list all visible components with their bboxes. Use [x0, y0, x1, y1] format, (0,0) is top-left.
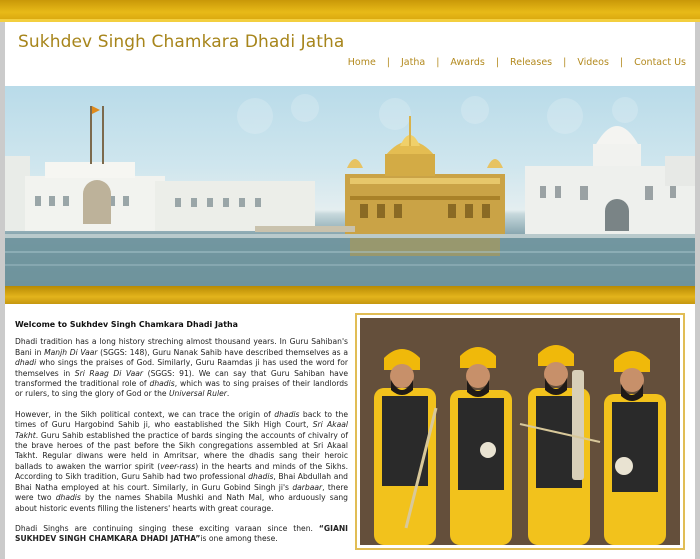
text: . Guru Sahib established the practice of bards singing the accounts of chivalry of the brave heroes of the past before the Sikh congregations assembled at Sri Akaal Takht. Regular diwans were held in Amritsar, where the dhadis sang their heroic ballads to awaken the warrior spirit (: [15, 430, 348, 471]
page: [5, 22, 695, 559]
text-italic: dhadi: [15, 358, 37, 368]
text: .: [226, 389, 230, 399]
header: [5, 22, 695, 84]
main-content: [5, 304, 695, 559]
text: Dhadi tradition has a long history streching almost thousand years. In Guru Sahiban's Bani in: [15, 337, 348, 357]
nav-contact-us[interactable]: Contact Us: [634, 57, 686, 68]
jatha-name-bold: “GIANI SUKHDEV SINGH CHAMKARA DHADI JATHA”: [15, 523, 348, 544]
welcome-heading: Welcome to Sukhdev Singh Chamkara Dhadi Jatha: [15, 320, 238, 329]
nav-separator: |: [619, 57, 624, 68]
group-photo-illustration: [360, 318, 680, 545]
nav-videos[interactable]: Videos: [577, 57, 609, 68]
article: [15, 320, 348, 555]
top-gold-bar: [0, 0, 700, 22]
text-italic: darbaar: [292, 482, 323, 492]
text: , Bhai Abdullah and Bhai Natha employed at his court. Similarly, in Guru Gobind Singh ji's: [15, 472, 348, 492]
text-italic: Universal Ruler: [169, 389, 227, 399]
text-italic: Manjh Di Vaar: [44, 347, 98, 357]
text-italic: Sri Raag Di Vaar: [74, 368, 144, 378]
text: (SGGS: 148), Guru Nanak Sahib have described themselves as a: [97, 347, 348, 357]
text-italic: veer-rass: [160, 461, 196, 471]
text: who sings the praises of God. Similarly, Guru Raamdas ji has used the word for themselves in: [15, 358, 348, 378]
photo-frame: [355, 313, 685, 550]
text-italic: dhadis: [248, 472, 274, 482]
text: by the names Shabila Mushki and Nath Mal, who arduously sang about historic events filling the listeners' hearts with great courage.: [15, 493, 348, 513]
group-photo: [360, 318, 680, 545]
text: However, in the Sikh political context, we can trace the origin of: [15, 409, 275, 419]
text-italic: dhadis: [149, 379, 175, 389]
paragraph-1: [15, 337, 348, 399]
text: is one among these.: [200, 534, 278, 544]
text: back to the times of Guru Hargobind Sahib ji, who eastablished the Sikh High Court,: [15, 409, 348, 430]
main-nav: [348, 57, 686, 68]
nav-releases[interactable]: Releases: [510, 57, 553, 68]
nav-separator: |: [495, 57, 500, 68]
nav-separator: |: [563, 57, 567, 68]
text: ) in the hearts and minds of the Sikhs. According to Sikh tradition, Guru Sahib had two professional: [15, 461, 349, 482]
banner-image: [5, 86, 695, 286]
text-italic: Sri Akaal Takht: [15, 420, 348, 440]
paragraph-3: [15, 524, 348, 545]
banner-gold-strip: [5, 286, 695, 304]
site-title: Sukhdev Singh Chamkara Dhadi Jatha: [18, 32, 345, 52]
text: , which was to sing praises of their landlords or rulers, to sing the glory of God or the: [15, 379, 348, 399]
nav-jatha[interactable]: Jatha: [401, 57, 426, 68]
nav-home[interactable]: Home: [347, 57, 376, 68]
text: (SGGS: 91). We can say that Guru Sahiban have transformed the traditional role of: [15, 368, 348, 389]
nav-separator: |: [436, 57, 440, 68]
nav-separator: |: [386, 57, 390, 68]
golden-temple-illustration: [5, 86, 695, 286]
text: Dhadi Singhs are continuing singing these exciting varaan since then.: [15, 523, 319, 533]
nav-awards[interactable]: Awards: [450, 57, 485, 68]
paragraph-2: [15, 410, 348, 514]
text-italic: dhadis: [55, 493, 81, 503]
text-italic: dhadis: [274, 409, 300, 419]
text: , there were two: [15, 482, 348, 503]
